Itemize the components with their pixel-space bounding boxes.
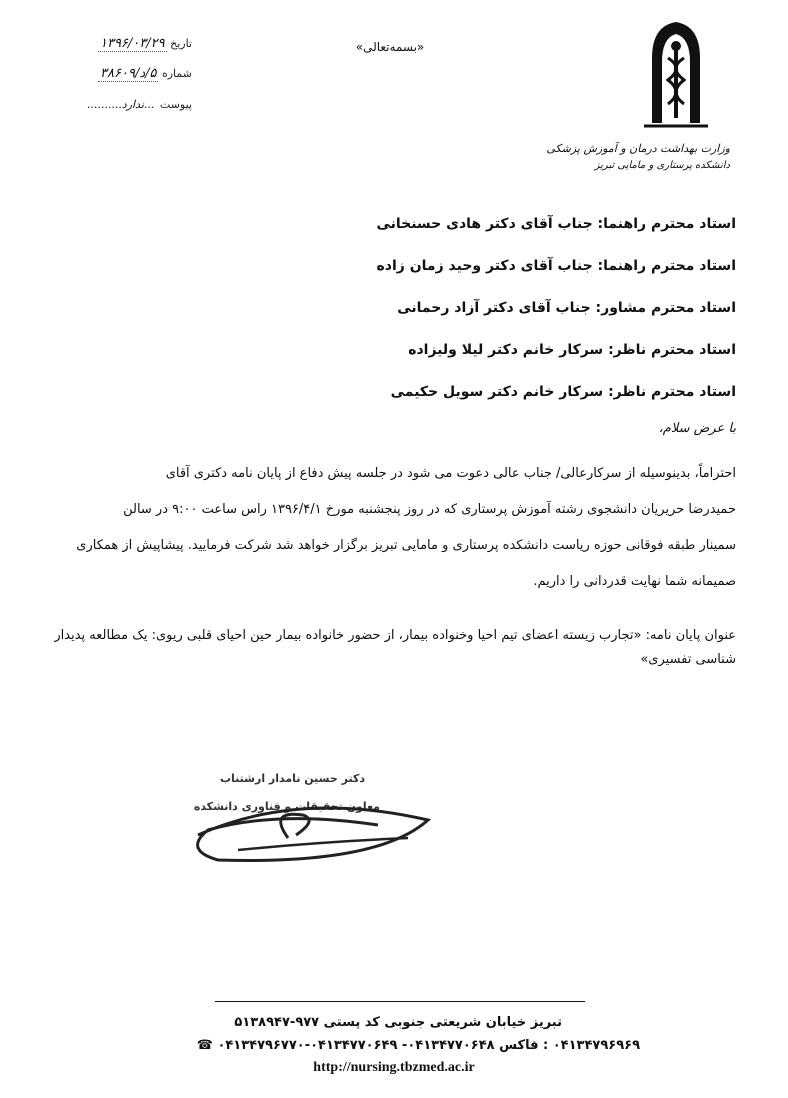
recipient-line: استاد محترم راهنما: جناب آقای دکتر وحید زمان زاده: [376, 258, 736, 274]
logo-caption-school: دانشکده پرستاری و مامایی تبریز: [594, 160, 730, 171]
telephone-icon: ☎: [196, 1038, 213, 1053]
footer-phone-text: ۰۴۱۳۴۷۹۶۹۶۹ : فاکس ۰۴۱۳۴۷۷۰۶۴۸- ۰۴۱۳۴۷۷۰۶۴۹-۰۴۱۳۴۷۹۶۷۷۰: [217, 1038, 640, 1053]
salutation: با عرض سلام،: [658, 421, 736, 436]
attachment-row: [72, 98, 192, 111]
footer-website: http://nursing.tbzmed.ac.ir: [313, 1060, 475, 1075]
thesis-title-line: شناسی تفسیری»: [640, 652, 736, 667]
body-line: صمیمانه شما نهایت قدردانی را داریم.: [533, 574, 736, 589]
date-row: [72, 36, 192, 51]
logo-caption-ministry: وزارت بهداشت درمان و آموزش پزشکی: [546, 142, 730, 155]
date-label: تاریخ: [170, 37, 192, 50]
attachment-value: ...ندارد..........: [86, 98, 155, 111]
signatory-name: دکتر حسین نامدار ارشتناب: [220, 772, 365, 785]
university-logo: [546, 18, 730, 178]
attachment-label: پیوست: [159, 98, 192, 111]
signatory-title: معاون تحقیقات و فناوری دانشکده: [193, 800, 380, 813]
number-label: شماره: [161, 67, 192, 80]
recipient-line: استاد محترم ناظر: سرکار خانم دکتر لیلا ولیزاده: [408, 342, 736, 358]
number-value: ۵/د/۳۸۶۰۹: [100, 66, 157, 81]
footer-address: تبریز خیابان شریعتی جنوبی کد پستی ۹۷۷-۵۱۳۸۹۴۷: [234, 1015, 562, 1030]
recipient-line: استاد محترم ناظر: سرکار خانم دکتر سویل حکیمی: [390, 384, 736, 400]
thesis-title-line: عنوان پایان نامه: «تجارب زیسته اعضای تیم احیا وخنواده بیمار، از حضور خانواده بیمار حین احیای قلبی ریوی: یک مطالعه پدیدار: [54, 628, 736, 643]
body-line: حمیدرضا حریریان دانشجوی رشته آموزش پرستاری که در روز پنجشنبه مورخ ۱۳۹۶/۴/۱ راس ساعت ۹:۰۰ در سالن: [123, 502, 736, 517]
recipient-line: استاد محترم راهنما: جناب آقای دکتر هادی حسنخانی: [376, 216, 736, 232]
body-line: سمینار طبقه فوقانی حوزه ریاست دانشکده پرستاری و مامایی تبریز برگزار خواهد شد شرکت فرمایید. پیشاپیش از همکاری: [76, 538, 736, 553]
footer-divider: [215, 1001, 585, 1002]
basmala-heading: «بسمه‌تعالی»: [355, 40, 425, 54]
thesis-title: [46, 624, 736, 672]
body-line: احتراماً، بدینوسیله از سرکارعالی/ جناب عالی دعوت می شود در جلسه پیش دفاع از پایان نامه دکتری آقای: [165, 466, 736, 481]
handwritten-signature: [178, 780, 438, 880]
university-emblem-icon: [622, 18, 730, 138]
footer-phone-fax: [150, 1038, 640, 1053]
number-row: [72, 66, 192, 81]
recipient-line: استاد محترم مشاور: جناب آقای دکتر آزاد رحمانی: [397, 300, 736, 316]
date-value: ۱۳۹۶/۰۳/۲۹: [99, 36, 165, 51]
body-paragraph: [46, 456, 736, 600]
